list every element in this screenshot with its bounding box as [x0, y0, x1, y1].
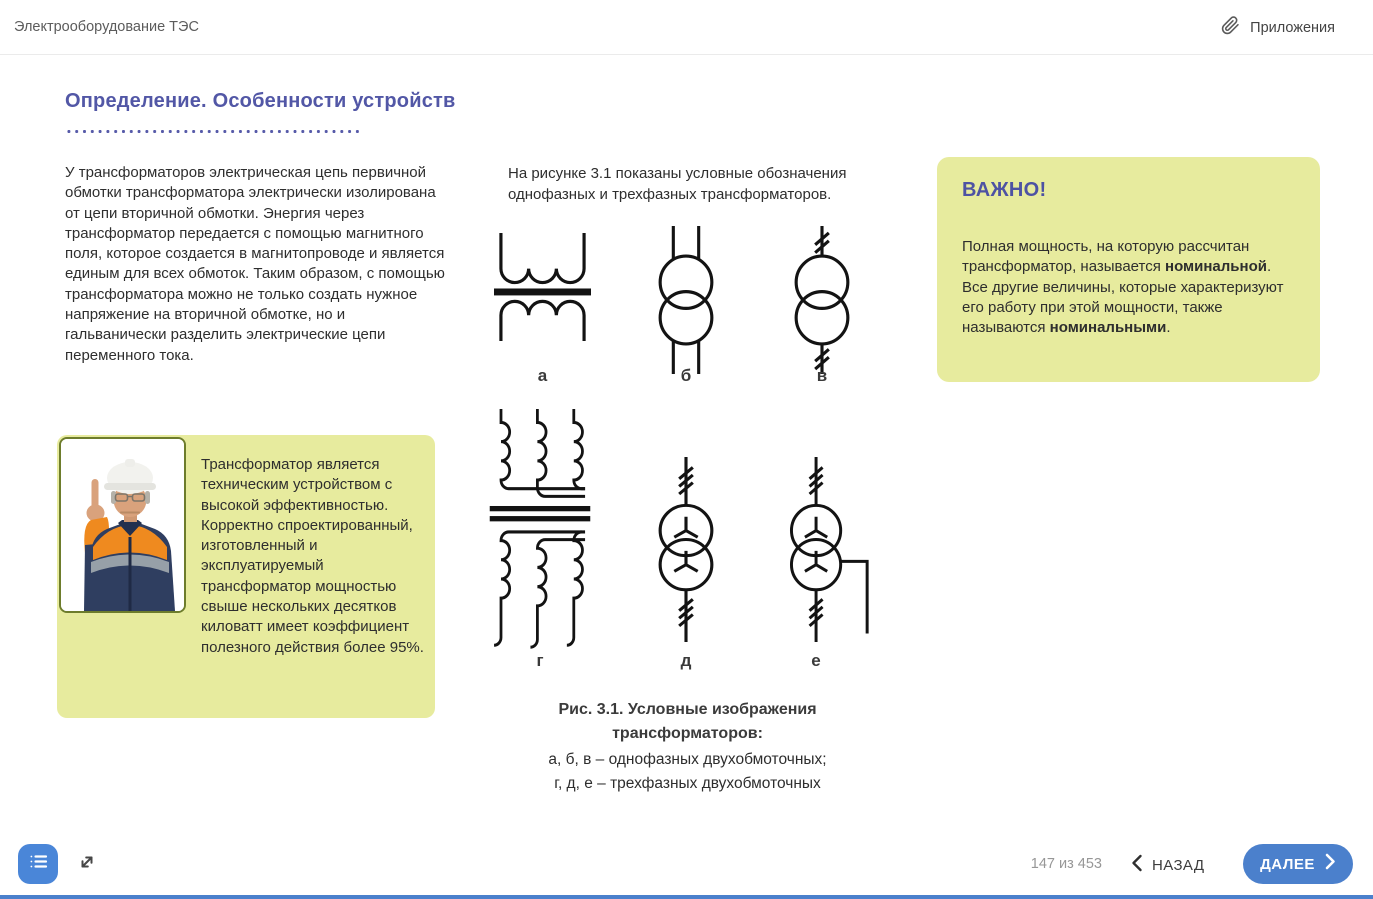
intro-paragraph: У трансформаторов электрическая цепь первичной обмотки трансформатора электрически изолирована от цепи вторичной обмотки. Энергия через трансформатор передается с помощью магнитного поля, которое создается в магнитопроводе и является единым для всех обмоток. Таким образом, с помощью трансформатора можно не только создать нужное напряжение на вторичной обмотке, но и гальванически разделить электрические цепи переменного тока. [65, 164, 445, 364]
back-button[interactable] [1131, 851, 1204, 879]
worker-illustration [61, 439, 184, 611]
title-dotted-underline [65, 129, 361, 134]
symbol-label-e: е [811, 651, 821, 670]
contents-menu-button[interactable] [18, 844, 58, 884]
symbol-label-a: а [537, 366, 548, 385]
symbol-label-v: в [816, 366, 828, 385]
transformer-symbol-a [494, 231, 591, 343]
page-title: Определение. Особенности устройств [65, 90, 456, 112]
transformer-symbol-d [646, 457, 726, 642]
figure-intro-text: На рисунке 3.1 показаны условные обозначения однофазных и трехфазных трансформаторов. [508, 165, 847, 203]
paperclip-icon [1221, 16, 1240, 40]
back-button-label: НАЗАД [1152, 856, 1205, 874]
worker-photo [59, 437, 186, 613]
attachments-label: Приложения [1250, 20, 1335, 36]
transformer-symbol-e [778, 457, 882, 642]
important-note-text: Полная мощность, на которую рассчитан трансформатор, называется номинальной. Все другие величины, которые характеризуют его работу при этой мощности, также называются номинальными. [962, 238, 1284, 337]
transformer-symbol-b [646, 226, 726, 374]
figure-caption-legend: а, б, в – однофазных двухобмоточных; г, д, е – трехфазных двухобмоточных [548, 751, 827, 792]
next-button-label: ДАЛЕЕ [1260, 855, 1315, 873]
chevron-right-icon [1325, 853, 1336, 875]
attachments-button[interactable] [1221, 13, 1335, 43]
transformer-symbol-g [488, 409, 592, 651]
fullscreen-button[interactable] [74, 851, 100, 877]
callout-text: Трансформатор является техническим устройством с высокой эффективностью. Корректно спроектированный, изготовленный и эксплуатируемый трансформатор мощностью свыше нескольких десятков киловатт имеет коэффициент полезного действия более 95%. [201, 456, 424, 656]
next-button[interactable] [1243, 844, 1353, 884]
page-indicator: 147 из 453 [1030, 856, 1102, 872]
top-bar [0, 0, 1373, 55]
fact-callout [57, 435, 435, 718]
symbol-label-g: г [536, 651, 544, 670]
important-note-title: ВАЖНО! [962, 179, 1047, 201]
list-icon [28, 851, 49, 877]
figure-caption-title: Рис. 3.1. Условные изображения трансформаторов: [558, 701, 817, 742]
symbol-label-d: д [680, 651, 692, 670]
expand-icon [76, 851, 98, 878]
symbol-label-b: б [680, 366, 692, 385]
important-note [937, 157, 1320, 382]
course-title: Электрооборудование ТЭС [14, 19, 199, 35]
bottom-accent-strip [0, 895, 1373, 899]
transformer-symbol-v [782, 226, 862, 374]
chevron-left-icon [1131, 854, 1143, 877]
